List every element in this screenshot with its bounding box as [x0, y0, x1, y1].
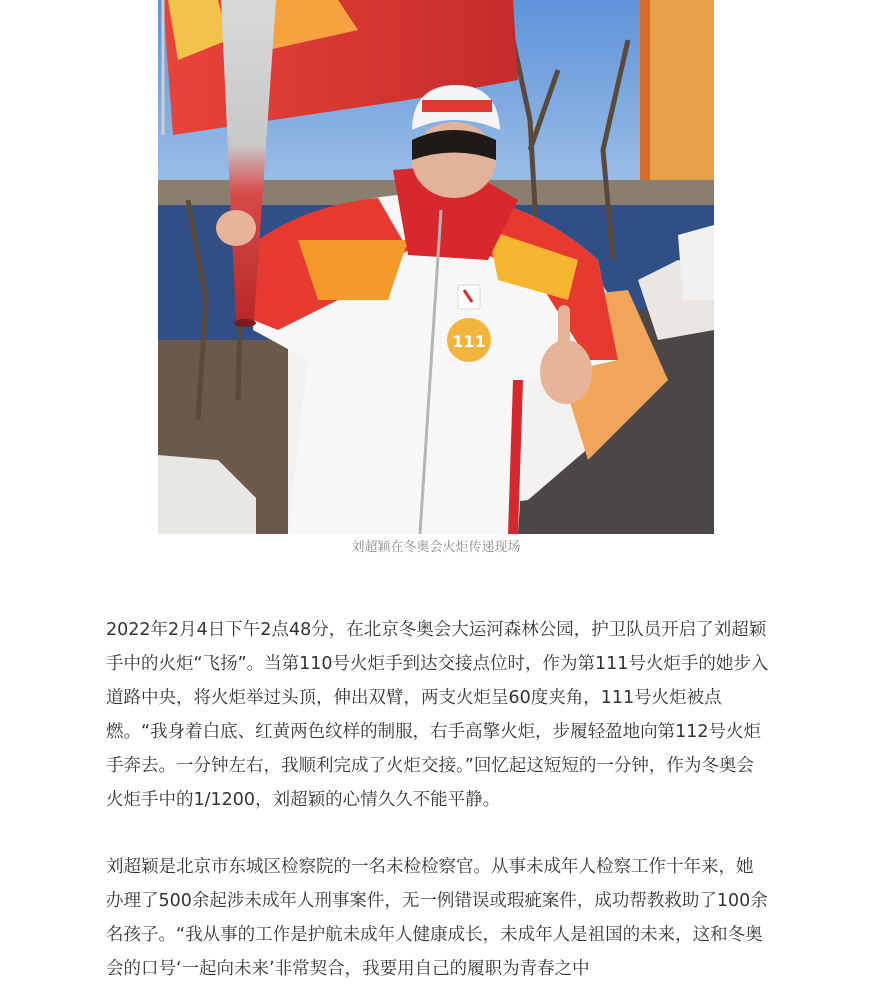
bib-number: 111 — [452, 332, 486, 351]
article-paragraph: 刘超颖是北京市东城区检察院的一名未检检察官。从事未成年人检察工作十年来，她办理了500余起涉未成年人刑事案件，无一例错误或瑕疵案件，成功帮教救助了100余名孩子。“我从事的工作是护航未成年人健康成长，未成年人是祖国的未来，这和冬奥会的口号‘一起向未来’非常契合，我要用自己的履职为青春之中 — [106, 856, 768, 979]
photo-caption: 刘超颖在冬奥会火炬传递现场 — [351, 540, 521, 555]
torchbearer-photo — [158, 0, 714, 534]
article-paragraph: 2022年2月4日下午2点48分，在北京冬奥会大运河森林公园，护卫队员开启了刘超颖手中的火炬“飞扬”。当第110号火炬手到达交接点位时，作为第111号火炬手的她步入道路中央，将火炬举过头顶，伸出双臂，两支火炬呈60度夹角，111号火炬被点燃。“我身着白底、红黄两色纹样的制服，右手高擎火炬，步履轻盈地向第112号火炬手奔去。一分钟左右，我顺利完成了火炬交接。”回忆起这短短的一分钟，作为冬奥会火炬手中的1/1200，刘超颖的心情久久不能平静。 — [106, 619, 769, 810]
